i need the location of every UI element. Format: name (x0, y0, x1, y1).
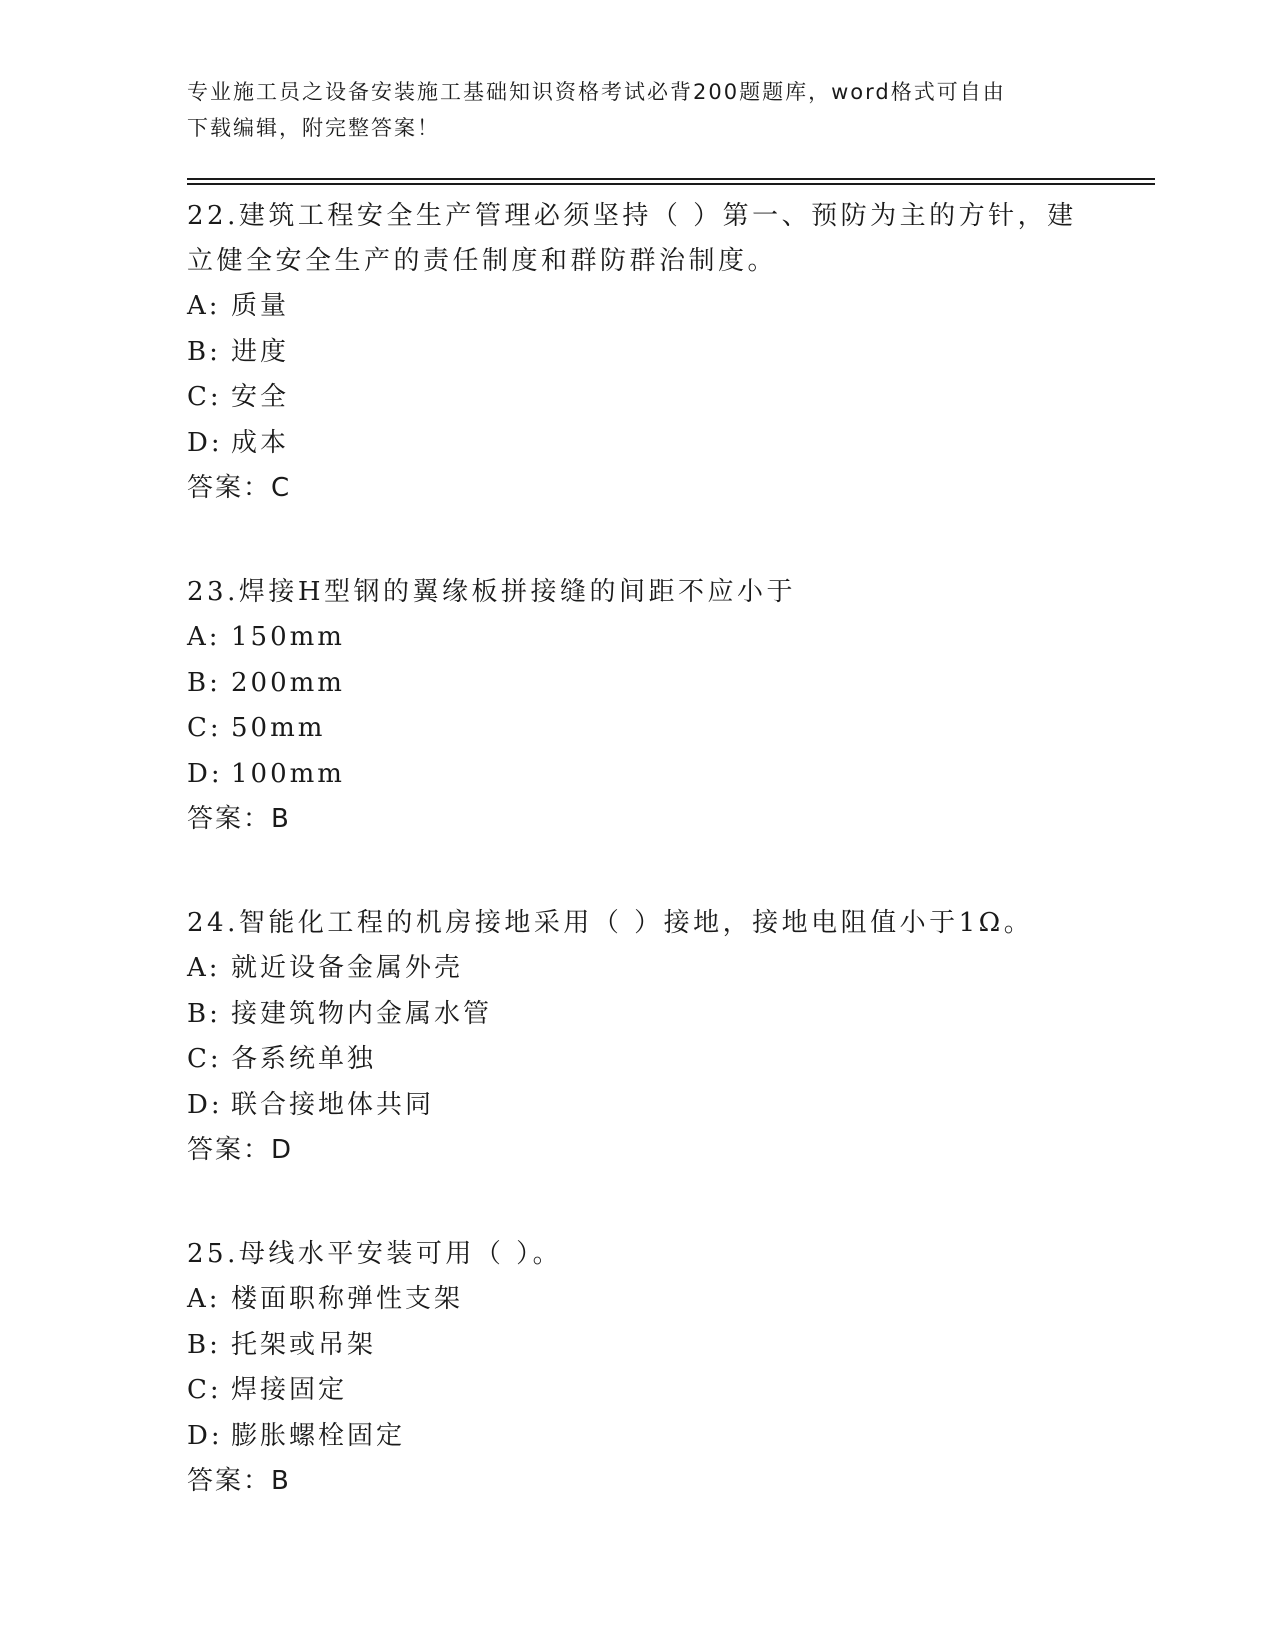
option-key: A: (187, 1284, 221, 1314)
option-key: B: (187, 336, 221, 367)
option-text: 焊接固定 (231, 1375, 348, 1405)
option-text: 50mm (231, 713, 326, 743)
option-text: 膨胀螺栓固定 (231, 1420, 406, 1451)
header-divider-top (187, 178, 1155, 180)
option-key: A: (187, 622, 221, 652)
option-d (187, 421, 1087, 467)
option-b (187, 992, 1087, 1038)
option-d (187, 1083, 1087, 1129)
option-text: 楼面职称弹性支架 (231, 1284, 464, 1314)
option-text: 成本 (231, 427, 290, 458)
option-c (187, 1368, 1087, 1414)
document-header (187, 74, 1067, 146)
option-d (187, 1414, 1087, 1460)
option-a (187, 615, 1087, 661)
answer-line: 答案：C (187, 473, 292, 503)
question-23 (187, 566, 1087, 842)
option-key: C: (187, 1375, 222, 1405)
header-divider-bottom (187, 183, 1155, 185)
option-text: 质量 (231, 291, 290, 321)
stem-line: 23.焊接H型钢的翼缘板拼接缝的间距不应小于 (187, 577, 797, 607)
stem-line: 立健全安全生产的责任制度和群防群治制度。 (187, 246, 778, 276)
option-key: B: (187, 998, 221, 1029)
answer-line: 答案：D (187, 1135, 294, 1165)
question-stem (187, 190, 1087, 284)
option-key: C: (187, 713, 222, 743)
option-key: C: (187, 1044, 222, 1074)
stem-line: 24.智能化工程的机房接地采用（ ）接地，接地电阻值小于1Ω。 (187, 908, 1034, 938)
option-key: B: (187, 667, 221, 698)
question-24 (187, 897, 1087, 1173)
option-key: D: (187, 1420, 223, 1451)
question-stem (187, 1228, 1087, 1277)
stem-line: 22.建筑工程安全生产管理必须坚持（ ）第一、预防为主的方针，建 (187, 201, 1077, 231)
option-key: D: (187, 427, 223, 458)
stem-line: 25.母线水平安装可用（ ）。 (187, 1239, 563, 1269)
option-a (187, 1277, 1087, 1323)
option-text: 200mm (231, 667, 345, 698)
question-stem (187, 897, 1087, 946)
option-b (187, 1323, 1087, 1369)
option-key: B: (187, 1329, 221, 1360)
option-text: 安全 (231, 382, 290, 412)
option-c (187, 375, 1087, 421)
option-b (187, 661, 1087, 707)
option-key: D: (187, 1089, 223, 1120)
option-text: 就近设备金属外壳 (231, 953, 464, 983)
option-text: 联合接地体共同 (231, 1089, 435, 1120)
option-text: 100mm (231, 758, 345, 789)
option-text: 150mm (231, 622, 345, 652)
option-c (187, 706, 1087, 752)
question-list (187, 190, 1087, 1559)
question-stem (187, 566, 1087, 615)
answer-line: 答案：B (187, 1466, 291, 1496)
option-key: D: (187, 758, 223, 789)
question-22 (187, 190, 1087, 511)
option-text: 托架或吊架 (231, 1329, 377, 1360)
question-25 (187, 1228, 1087, 1504)
option-text: 各系统单独 (231, 1044, 377, 1074)
answer-line: 答案：B (187, 804, 291, 834)
option-d (187, 752, 1087, 798)
option-c (187, 1037, 1087, 1083)
header-line-1: 专业施工员之设备安装施工基础知识资格考试必背200题题库，word格式可自由 (187, 80, 1006, 104)
option-key: C: (187, 382, 222, 412)
option-text: 进度 (231, 336, 290, 367)
option-key: A: (187, 953, 221, 983)
option-b (187, 330, 1087, 376)
option-text: 接建筑物内金属水管 (231, 998, 493, 1029)
option-key: A: (187, 291, 221, 321)
option-a (187, 946, 1087, 992)
header-line-2: 下载编辑，附完整答案！ (187, 116, 440, 140)
option-a (187, 284, 1087, 330)
